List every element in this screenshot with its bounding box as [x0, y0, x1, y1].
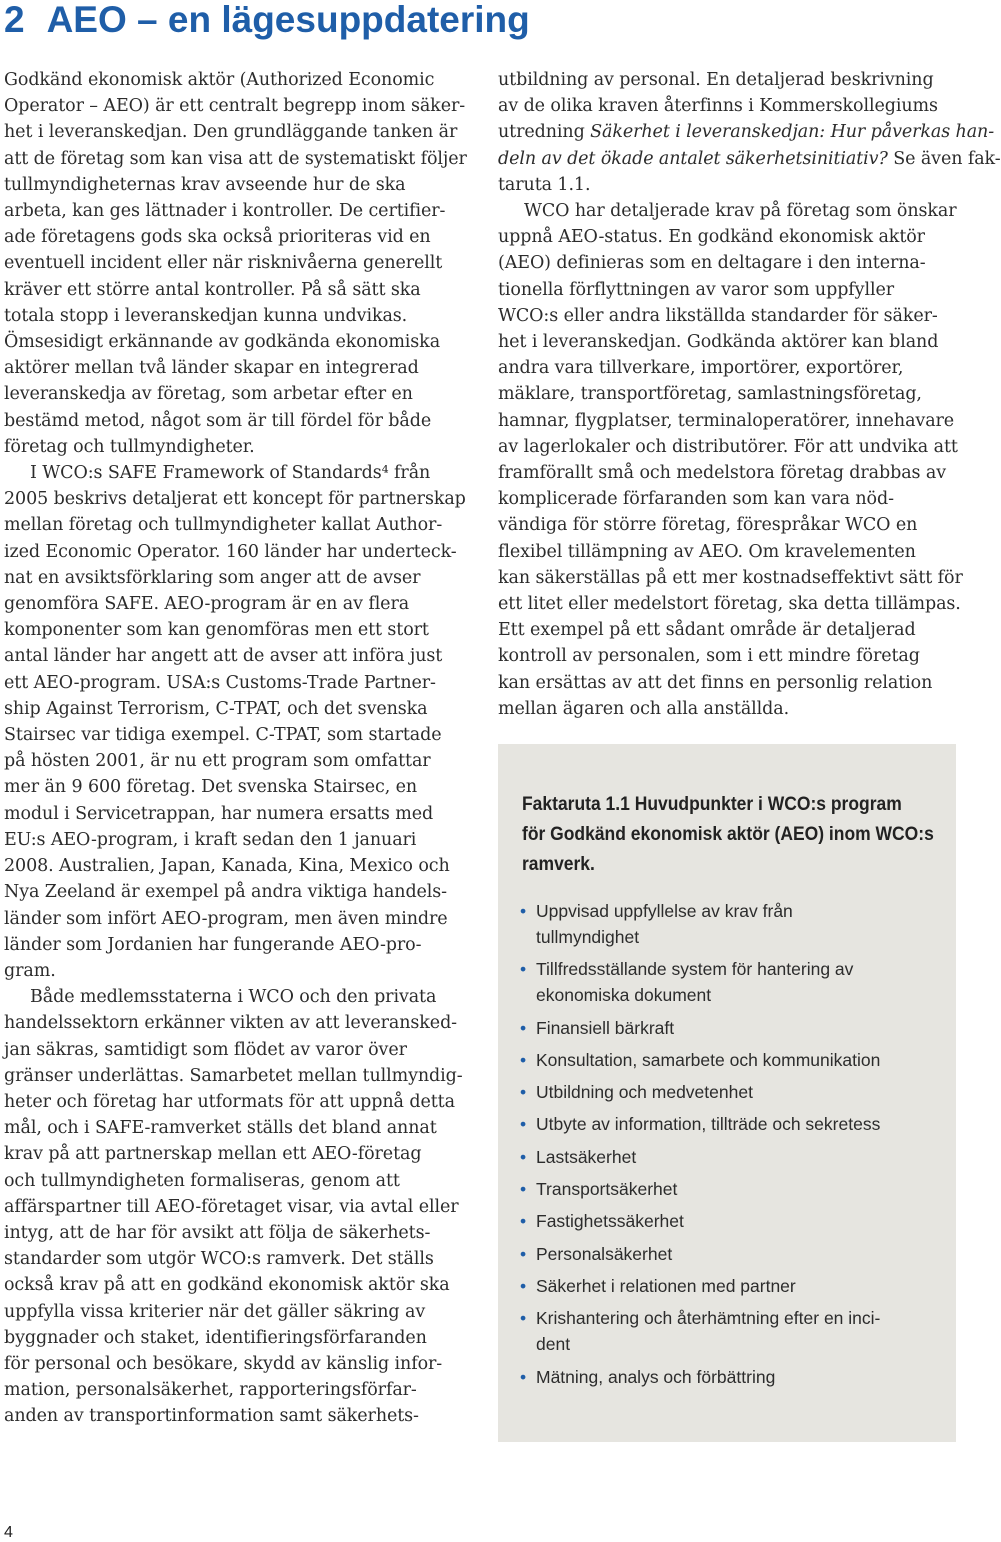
- bullet-icon: •: [520, 1275, 527, 1296]
- text-line: Både medlemsstaterna i WCO och den privata: [30, 987, 437, 1008]
- text-line: bestämd metod, något som är till fördel för både: [4, 410, 432, 431]
- bullet-icon: •: [520, 1211, 527, 1232]
- text-line: I WCO:s SAFE Framework of Standards⁴ från: [30, 463, 431, 484]
- text-line: [498, 119, 995, 145]
- text-line: 2008. Australien, Japan, Kanada, Kina, Mexico och: [4, 856, 450, 877]
- page-number: 4: [4, 1524, 13, 1541]
- text-line: länder som infört AEO-program, men även mindre: [4, 908, 448, 929]
- text-line: leveranskedja av företag, som arbetar efter en: [4, 384, 413, 405]
- paragraph-3: [4, 984, 464, 1429]
- fact-box-item-text: Tillfredsställande system för hantering av: [536, 959, 854, 980]
- chapter-title: AEO – en lägesuppdatering: [46, 0, 530, 40]
- bullet-icon: •: [520, 1146, 527, 1167]
- bullet-icon: •: [520, 1179, 527, 1200]
- text-line: mer än 9 600 företag. Det svenska Stairsec, en: [4, 777, 418, 798]
- text-line: (AEO) definieras som en deltagare i den interna-: [498, 253, 926, 274]
- text-line: intyg, att de har för avsikt att följa de säkerhets-: [4, 1222, 431, 1243]
- fact-box-item: [518, 1144, 948, 1170]
- text-line: modul i Servicetrappan, har numera ersatts med: [4, 803, 434, 824]
- text-line: mation, personalsäkerhet, rapporteringsförfar-: [4, 1380, 417, 1401]
- text-line: vändiga för större företag, förespråkar WCO en: [498, 515, 918, 536]
- text-line: kan säkerställas på ett mer kostnadseffektivt sätt för: [498, 567, 963, 588]
- text-line: ship Against Terrorism, C-TPAT, och det svenska: [4, 698, 428, 719]
- fact-box-item: [518, 1015, 948, 1041]
- text-line: heter och företag har utformats för att uppnå detta: [4, 1091, 455, 1112]
- text-line: Godkänd ekonomisk aktör (Authorized Economic: [4, 70, 435, 90]
- bullet-icon: •: [520, 1049, 527, 1070]
- text-line: [498, 146, 1001, 172]
- text-line: och tullmyndigheten formaliseras, genom att: [4, 1170, 400, 1191]
- text-line: länder som Jordanien har fungerande AEO-pro-: [4, 934, 422, 955]
- bullet-icon: •: [520, 959, 527, 980]
- fact-box-item: [518, 956, 948, 1008]
- fact-box-item-text: Krishantering och återhämtning efter en inci-: [536, 1308, 881, 1329]
- bullet-icon: •: [520, 1243, 527, 1264]
- text-line: av lagerlokaler och distributörer. För att undvika att: [498, 436, 958, 457]
- text-line: framförallt små och medelstora företag drabbas av: [498, 463, 946, 484]
- fact-box-item: [518, 1305, 948, 1357]
- text-line: tullmyndigheternas krav avseende hur de ska: [4, 174, 406, 195]
- paragraph-2: [4, 460, 464, 984]
- text-line: gränser underlättas. Samarbetet mellan tullmyndig-: [4, 1065, 463, 1086]
- fact-box-item: [518, 1047, 948, 1073]
- fact-box-title-line: för Godkänd ekonomisk aktör (AEO) inom WCO:s: [522, 824, 934, 845]
- text-line: mellan företag och tullmyndigheter kallat Author-: [4, 515, 443, 536]
- text-line: mäklare, transportföretag, samlastningsföretag,: [498, 384, 922, 405]
- text-line: anden av transportinformation samt säkerhets-: [4, 1406, 419, 1427]
- text-line: taruta 1.1.: [498, 174, 591, 195]
- fact-box-item-text: Mätning, analys och förbättring: [536, 1366, 776, 1387]
- fact-box-item-text: Lastsäkerhet: [536, 1146, 637, 1167]
- fact-box: [498, 744, 956, 1442]
- text-line: utbildning av personal. En detaljerad beskrivning: [498, 70, 934, 90]
- chapter-number: 2: [4, 0, 25, 40]
- text-line: av de olika kraven återfinns i Kommerskollegiums: [498, 96, 938, 117]
- text-line: komponenter som kan genomföras men ett stort: [4, 620, 429, 641]
- bullet-icon: •: [520, 1017, 527, 1038]
- fact-box-item-text: Personalsäkerhet: [536, 1243, 673, 1264]
- text-line: mellan ägaren och alla anställda.: [498, 698, 790, 719]
- text-line: standarder som utgör WCO:s ramverk. Det ställs: [4, 1249, 434, 1270]
- text-line: för personal och besökare, skydd av känslig infor-: [4, 1353, 443, 1374]
- text-line: antal länder har angett att de avser att införa just: [4, 646, 443, 667]
- text-line: kontroll av personalen, som i ett mindre företag: [498, 646, 920, 667]
- paragraph-1: [4, 67, 467, 460]
- bullet-icon: •: [520, 1114, 527, 1135]
- fact-box-item: [518, 1364, 948, 1390]
- fact-box-item-text: Utbildning och medvetenhet: [536, 1082, 753, 1103]
- fact-box-item-text: Transportsäkerhet: [536, 1179, 678, 1200]
- text-line: het i leveranskedjan. Den grundläggande tanken är: [4, 122, 458, 143]
- text-line: tionella förflyttningen av varor som uppfyller: [498, 279, 894, 300]
- text-line: WCO:s eller andra likställda standarder för säker-: [498, 305, 938, 326]
- text-line: Stairsec var tidiga exempel. C-TPAT, som startade: [4, 725, 442, 746]
- text-line: jan säkras, samtidigt som flödet av varor över: [4, 1039, 407, 1060]
- bullet-icon: •: [520, 1308, 527, 1329]
- fact-box-item-text: Konsultation, samarbete och kommunikation: [536, 1049, 881, 1070]
- chapter-heading: [4, 0, 530, 40]
- text-line: hamnar, flygplatser, terminaloperatörer, innehavare: [498, 410, 955, 431]
- fact-box-item-text: dent: [536, 1334, 571, 1355]
- fact-box-item: [518, 1241, 948, 1267]
- text-line: Ömsesidigt erkännande av godkända ekonomiska: [4, 332, 441, 353]
- text-line: eventuell incident eller när risknivåerna generellt: [4, 253, 443, 274]
- report-title: Säkerhet i leveranskedjan: Hur påverkas han-: [590, 122, 995, 143]
- text-line: totala stopp i leveranskedjan kunna undvikas.: [4, 305, 408, 326]
- fact-box-item: [518, 1176, 948, 1202]
- fact-box-item-text: Fastighetssäkerhet: [536, 1211, 684, 1232]
- text-line: Ett exempel på ett sådant område är detaljerad: [498, 620, 916, 641]
- bullet-icon: •: [520, 901, 527, 921]
- fact-box-item-text: tullmyndighet: [536, 927, 640, 947]
- fact-box-item: [518, 1208, 948, 1234]
- text-line: aktörer mellan två länder skapar en integrerad: [4, 358, 419, 379]
- fact-box-item-text: Finansiell bärkraft: [536, 1017, 675, 1038]
- text-line: 2005 beskrivs detaljerat ett koncept för partnerskap: [4, 489, 466, 510]
- text-line: komplicerade förfaranden som kan vara nöd-: [498, 489, 894, 510]
- right-column: [498, 67, 1001, 722]
- text-line: handelssektorn erkänner vikten av att leveransked-: [4, 1013, 457, 1034]
- fact-box-list: [518, 898, 948, 1396]
- fact-box-item: [518, 1079, 948, 1105]
- text-line: Nya Zeeland är exempel på andra viktiga handels-: [4, 882, 447, 903]
- text-line: gram.: [4, 960, 56, 981]
- report-title: deln av det ökade antalet säkerhetsinitiativ?: [498, 148, 888, 169]
- fact-box-item: [518, 1111, 948, 1137]
- paragraph-continued: [498, 67, 1001, 198]
- text-line: het i leveranskedjan. Godkända aktörer kan bland: [498, 332, 939, 353]
- bullet-icon: •: [520, 1082, 527, 1103]
- paragraph-wco: [498, 198, 963, 722]
- text-line: ett AEO-program. USA:s Customs-Trade Partner-: [4, 672, 436, 693]
- text-line: också krav på att en godkänd ekonomisk aktör ska: [4, 1275, 450, 1296]
- text-line: genomföra SAFE. AEO-program är en av flera: [4, 594, 410, 615]
- fact-box-item: [518, 898, 948, 950]
- text-line: Operator – AEO) är ett centralt begrepp inom säker-: [4, 96, 466, 117]
- text-line: krav på att partnerskap mellan ett AEO-företag: [4, 1144, 422, 1165]
- text-line: nat en avsiktsförklaring som anger att de avser: [4, 567, 421, 588]
- text-line: flexibel tillämpning av AEO. Om kravelementen: [498, 541, 916, 562]
- text-line: att de företag som kan visa att de systematiskt följer: [4, 148, 467, 169]
- text-line: uppfylla vissa kriterier när det gäller säkring av: [4, 1301, 426, 1322]
- fact-box-item-text: Uppvisad uppfyllelse av krav från: [536, 901, 793, 921]
- fact-box-item-text: ekonomiska dokument: [536, 985, 712, 1006]
- text-segment: Se även fak-: [887, 148, 1001, 169]
- text-line: ett litet eller medelstort företag, ska detta tillämpas.: [498, 594, 961, 615]
- bullet-icon: •: [520, 1366, 527, 1387]
- fact-box-title: [522, 790, 934, 880]
- fact-box-item-text: Utbyte av information, tillträde och sekretess: [536, 1114, 881, 1135]
- text-line: kan ersättas av att det finns en personlig relation: [498, 672, 933, 693]
- fact-box-title-line: ramverk.: [522, 854, 595, 875]
- text-line: EU:s AEO-program, i kraft sedan den 1 januari: [4, 829, 417, 850]
- text-line: på hösten 2001, är nu ett program som omfattar: [4, 751, 431, 772]
- fact-box-title-line: Faktaruta 1.1 Huvudpunkter i WCO:s program: [522, 794, 902, 815]
- text-line: kräver ett större antal kontroller. På så sätt ska: [4, 279, 421, 300]
- text-line: byggnader och staket, identifieringsförfaranden: [4, 1327, 427, 1348]
- text-line: arbeta, kan ges lättnader i kontroller. De certifier-: [4, 201, 446, 222]
- left-column: [4, 67, 467, 1430]
- text-line: mål, och i SAFE-ramverket ställs det bland annat: [4, 1118, 437, 1139]
- text-line: WCO har detaljerade krav på företag som önskar: [524, 201, 957, 222]
- text-line: ade företagens gods ska också prioriteras vid en: [4, 227, 431, 248]
- text-line: uppnå AEO-status. En godkänd ekonomisk aktör: [498, 227, 925, 248]
- fact-box-item: [518, 1273, 948, 1299]
- fact-box-item-text: Säkerhet i relationen med partner: [536, 1275, 796, 1296]
- text-line: ized Economic Operator. 160 länder har underteck-: [4, 541, 457, 562]
- text-line: företag och tullmyndigheter.: [4, 436, 255, 457]
- text-line: andra vara tillverkare, importörer, exportörer,: [498, 358, 904, 379]
- text-line: affärspartner till AEO-företaget visar, via avtal eller: [4, 1196, 459, 1217]
- text-segment: utredning: [498, 122, 591, 143]
